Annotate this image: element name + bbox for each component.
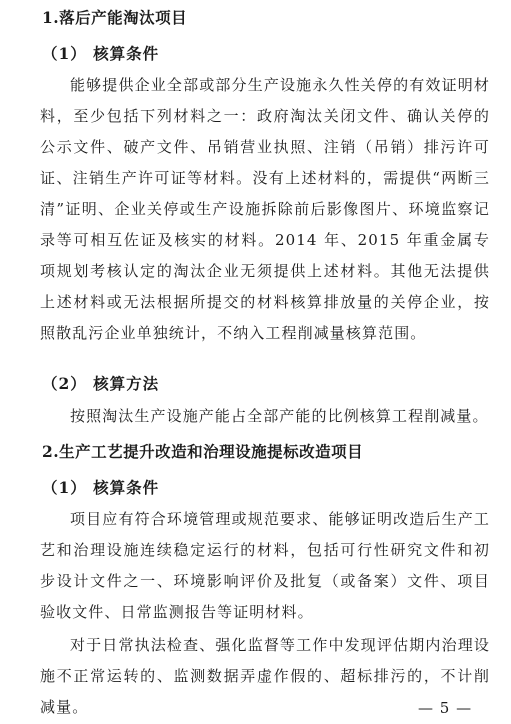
section-1-subheading-2: （2） 核算方法 — [42, 374, 160, 393]
section-2-heading: 2.生产工艺提升改造和治理设施提标改造项目 — [42, 442, 364, 461]
section-1-heading: 1.落后产能淘汰项目 — [42, 8, 188, 27]
section-2-paragraph-1: 项目应有符合环境管理或规范要求、能够证明改造后生产工艺和治理设施连续稳定运行的材料，包括可行性研究文件和初步设计文件之一、环境影响评价及批复（或备案）文件、项目验收文件、日常监测报告等证明材料。 — [40, 510, 490, 621]
section-2-subheading-1: （1） 核算条件 — [42, 478, 160, 497]
section-2-paragraph-2: 对于日常执法检查、强化监督等工作中发现评估期内治理设施不正常运转的、监测数据弄虚作假的、超标排污的，不计削减量。 — [40, 636, 490, 716]
section-1-paragraph-1: 能够提供企业全部或部分生产设施永久性关停的有效证明材料，至少包括下列材料之一：政府淘汰关闭文件、确认关停的公示文件、破产文件、吊销营业执照、注销（吊销）排污许可证、注销生产许可证等材料。没有上述材料的，需提供“两断三清”证明、企业关停或生产设施拆除前后影像图片、环境监察记录等可相互佐证及核实的材料。2014 年、2015 年重金属专项规划考核认定的淘汰企业无须提供上述材料。其他无法提供上述材料或无法根据所提交的材料核算排放量的关停企业，按照散乱污企业单独统计，不纳入工程削减量核算范围。 — [40, 76, 490, 342]
section-1-paragraph-2: 按照淘汰生产设施产能占全部产能的比例核算工程削减量。 — [70, 407, 489, 425]
page-number: — 5 — — [418, 699, 473, 717]
section-1-subheading-1: （1） 核算条件 — [42, 44, 160, 63]
